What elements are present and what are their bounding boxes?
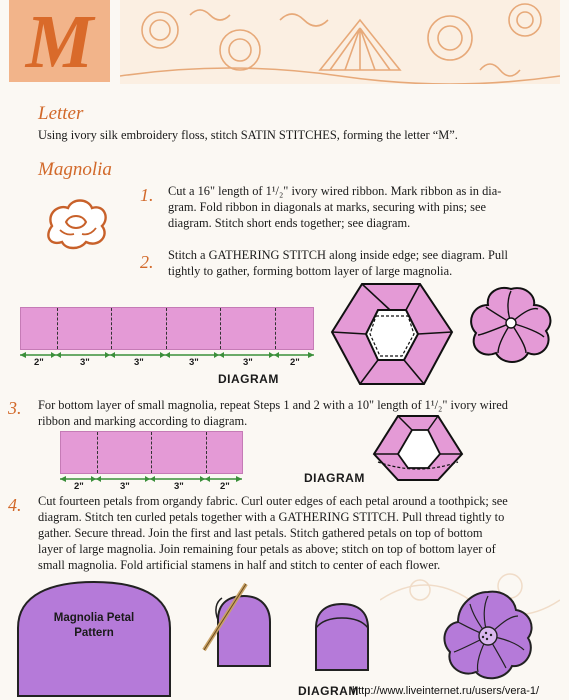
magnolia-illustration	[42, 196, 112, 252]
dim-label: 2"	[220, 481, 230, 492]
diagram-1-label: DIAGRAM	[218, 372, 279, 386]
diagram-3-label: DIAGRAM	[298, 684, 359, 698]
step-3-text: For bottom layer of small magnolia, repeat Steps 1 and 2 with a 10" length of 1¹/₂" ivory wired ribbon and marking according to diagram.	[38, 398, 508, 428]
petal-pattern-label: Magnolia Petal Pattern	[53, 612, 135, 639]
dim-label: 2"	[34, 357, 44, 368]
floral-header-decoration	[120, 0, 560, 84]
dim-label: 3"	[174, 481, 184, 492]
curled-petal-diagram	[312, 600, 372, 672]
dim-label: 2"	[290, 357, 300, 368]
big-letter-m: M	[25, 0, 94, 84]
diagram-2-label: DIAGRAM	[304, 471, 365, 485]
dim-label: 2"	[74, 481, 84, 492]
small-folded-ring-diagram	[368, 410, 468, 484]
folded-ribbon-ring-diagram	[328, 280, 456, 388]
dim-label: 3"	[134, 357, 144, 368]
step-1-text: Cut a 16" length of 1¹/₂" ivory wired ribbon. Mark ribbon as in dia- gram. Fold ribbon in diagonals at marks, securing with pins; see diagram. Stitch short ends together; see diagram.	[168, 184, 502, 230]
step-1-number: 1.	[140, 185, 154, 205]
ribbon-diagram-large	[20, 307, 314, 350]
gathered-flower-diagram	[466, 285, 556, 365]
step-2-number: 2.	[140, 252, 154, 272]
letter-section-title: Letter	[38, 103, 84, 124]
petal-curl-toothpick-diagram	[200, 580, 280, 670]
dim-label: 3"	[120, 481, 130, 492]
step-4-text: Cut fourteen petals from organdy fabric. Curl outer edges of each petal around a toothpick; see diagram. Stitch ten curled petals together with a GATHERING STITCH. Pull thread tightly to gather. Secure thread. Join the first and last petals. Stitch gathered petals on top of bottom layer of large magnolia. Join remaining four petals as above; stitch on top of bottom layer of small magnolia. Fold artificial stamens in half and stitch to center of each flower.	[38, 494, 508, 572]
source-watermark: http://www.liveinternet.ru/users/vera-1/	[352, 685, 540, 697]
dimension-arrows-large	[18, 350, 316, 360]
dim-label: 3"	[189, 357, 199, 368]
magnolia-section-title: Magnolia	[38, 159, 112, 180]
step-3-number: 3.	[8, 398, 22, 418]
finished-magnolia-diagram	[438, 588, 538, 684]
ribbon-diagram-small	[60, 431, 243, 474]
step-4-number: 4.	[8, 495, 22, 515]
dim-label: 3"	[243, 357, 253, 368]
step-2-text: Stitch a GATHERING STITCH along inside edge; see diagram. Pull tightly to gather, forming bottom layer of large magnolia.	[168, 248, 508, 278]
dim-label: 3"	[80, 357, 90, 368]
letter-section-text: Using ivory silk embroidery floss, stitch SATIN STITCHES, forming the letter “M”.	[38, 128, 458, 142]
dimension-arrows-small	[58, 474, 244, 484]
